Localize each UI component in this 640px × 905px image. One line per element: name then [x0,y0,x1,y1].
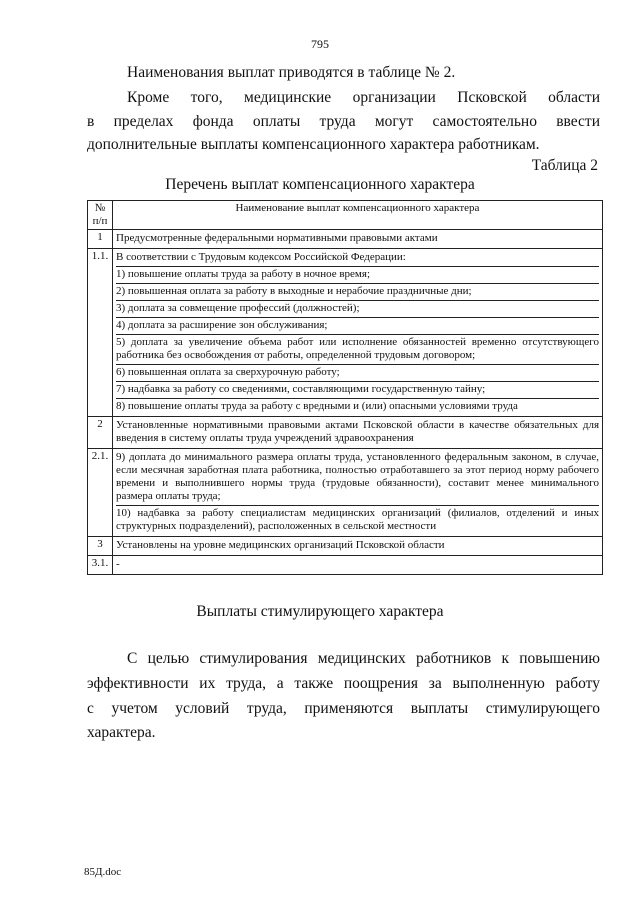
section-line-2: эффективности их труда, а также поощрения за выполненную работу [87,675,600,692]
compensation-table [87,200,603,575]
row-content [113,230,603,249]
section-line-1: С целью стимулирования медицинских работников к повышению [127,650,600,667]
table-header-row [88,201,603,230]
table-row [88,417,603,449]
row-number: 1.1. [88,249,113,417]
row-item: Предусмотренные федеральными нормативными правовыми актами [116,232,438,244]
section-line-3: с учетом условий труда, применяются выплаты стимулирующего [87,700,600,717]
header-num: № п/п [88,201,113,230]
section-line-4: характера. [87,724,156,741]
table-row [88,230,603,249]
intro-para2-line-1: Кроме того, медицинские организации Псковской области [127,89,600,106]
table-title: Перечень выплат компенсационного характера [165,176,475,193]
table-row [88,537,603,556]
row-number: 1 [88,230,113,249]
row-number: 2.1. [88,449,113,537]
row-content [113,556,603,575]
section-title: Выплаты стимулирующего характера [196,603,444,620]
row-item: 9) доплата до минимального размера оплаты труда, установленного федеральным законом, в случае, если месячная заработная плата работника, полностью отработавшего за этот период норму рабочего времени и выполнившего нормы труда (трудовые обязанности), составит менее минимального размера оплаты труда; [116,450,599,506]
row-number: 3.1. [88,556,113,575]
page-number: 795 [311,37,329,51]
row-item: 6) повышенная оплата за сверхурочную работу; [116,365,599,382]
intro-line-1: Наименования выплат приводятся в таблице № 2. [127,64,456,81]
table-row [88,556,603,575]
row-item: Установлены на уровне медицинских организаций Псковской области [116,539,445,551]
row-content [113,449,603,537]
intro-para2-line-2: в пределах фонда оплаты труда могут самостоятельно ввести [87,113,600,130]
row-item: 4) доплата за расширение зон обслуживания; [116,318,599,335]
row-item: В соответствии с Трудовым кодексом Российской Федерации: [116,250,599,267]
row-item: Установленные нормативными правовыми актами Псковской области в качестве обязательных для введения в систему оплаты труда учреждений здравоохранения [116,419,599,444]
row-content [113,537,603,556]
row-content [113,249,603,417]
footer-filename: 85Д.doc [84,866,122,878]
row-item: 7) надбавка за работу со сведениями, составляющими государственную тайну; [116,382,599,399]
table-row [88,249,603,417]
header-name: Наименование выплат компенсационного характера [113,201,603,230]
row-number: 2 [88,417,113,449]
row-content [113,417,603,449]
row-item: 8) повышение оплаты труда за работу с вредными и (или) опасными условиями труда [116,400,518,412]
row-item: 3) доплата за совмещение профессий (должностей); [116,301,599,318]
intro-para2-line-3: дополнительные выплаты компенсационного характера работникам. [87,136,540,153]
row-item: 10) надбавка за работу специалистам медицинских организаций (филиалов, отделений и иных структурных подразделений), расположенных в сельской местности [116,507,599,532]
table-caption: Таблица 2 [531,157,598,174]
row-item: 5) доплата за увеличение объема работ или исполнение обязанностей временно отсутствующего работника без освобождения от работы, определенной трудовым договором; [116,335,599,365]
table-row [88,449,603,537]
row-number: 3 [88,537,113,556]
row-item: - [116,558,120,570]
row-item: 2) повышенная оплата за работу в выходные и нерабочие праздничные дни; [116,284,599,301]
row-item: 1) повышение оплаты труда за работу в ночное время; [116,267,599,284]
